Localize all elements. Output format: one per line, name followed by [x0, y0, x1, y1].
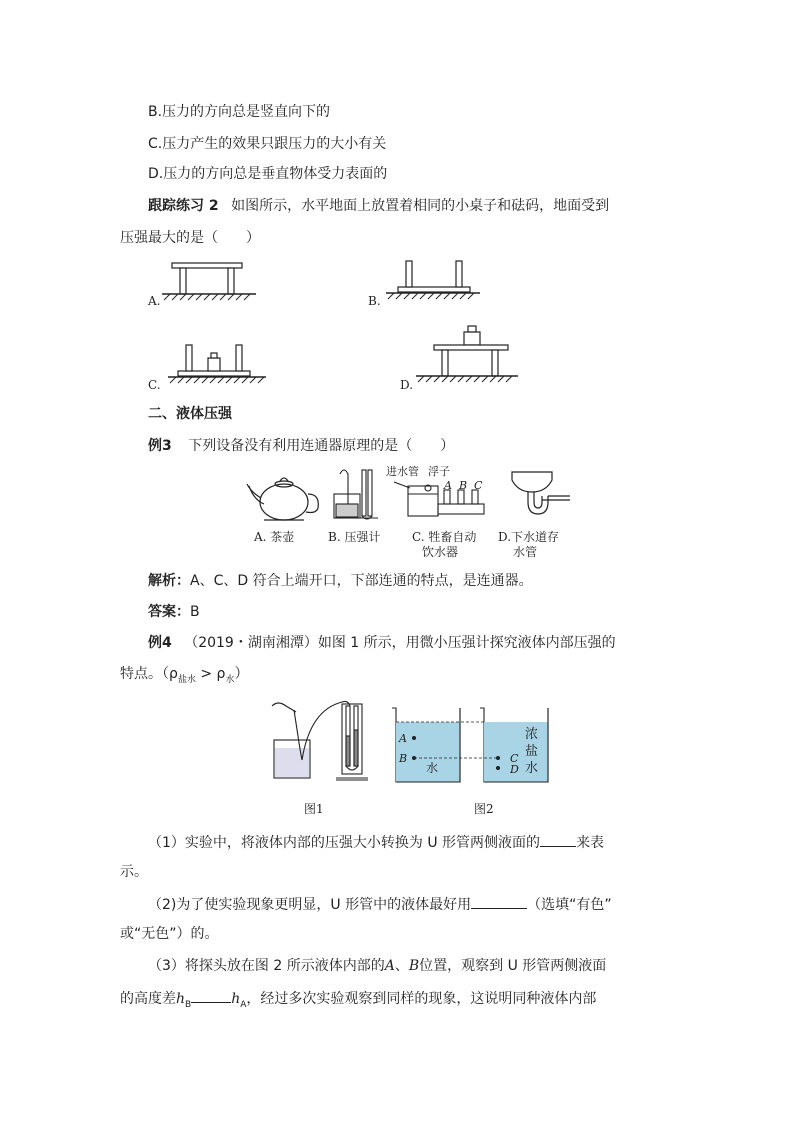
practice2-line2: 压强最大的是（ ）	[120, 230, 260, 246]
example4-text2c: ）	[234, 666, 249, 682]
option-c: C.压力产生的效果只跟压力的大小有关	[148, 136, 387, 152]
fig1-caption: 图1	[304, 802, 324, 816]
fig-b-label: B.	[368, 294, 381, 308]
q2-line1	[148, 894, 612, 915]
example4-text2b: > ρ	[195, 666, 226, 682]
analysis-text: A、C、D 符合上端开口，下部连通的特点，是连通器。	[190, 573, 533, 589]
q2-line2: 或“无色”）的。	[120, 926, 219, 942]
point-b-label: B	[459, 479, 468, 492]
point-a-label: A	[444, 479, 452, 492]
brine-label-3: 水	[525, 761, 539, 776]
example3-line	[148, 436, 454, 456]
answer-tag: 答案：	[148, 604, 190, 620]
q3-text-c: 的高度差	[120, 991, 176, 1007]
fig2-caption: 图2	[474, 802, 494, 816]
manometer-drawing	[334, 470, 378, 519]
example4-text2a: 特点。（ρ	[120, 666, 178, 682]
brine-label-1: 浓	[525, 727, 539, 742]
q3-answer-blank[interactable]	[191, 988, 231, 1003]
drinker-drawing	[394, 482, 484, 516]
option-b: B.压力的方向总是竖直向下的	[148, 104, 331, 120]
caption-c-line1: C. 牲畜自动	[412, 530, 477, 544]
q3-hb: h	[176, 991, 186, 1007]
inlet-label: 进水管	[386, 465, 419, 478]
beaker-point-d: D	[510, 763, 519, 776]
q3-text-d: ，经过多次实验观察到同样的现象，这说明同种液体内部	[246, 991, 597, 1007]
analysis-tag: 解析：	[148, 573, 190, 589]
beaker-point-b: B	[399, 752, 408, 765]
section2-title: 二、液体压强	[148, 406, 232, 422]
q1-text-a: （1）实验中，将液体内部的压强大小转换为 U 形管两侧液面的	[148, 835, 541, 851]
q3-ha: h	[231, 991, 241, 1007]
caption-c-line2: 饮水器	[422, 545, 459, 559]
beaker-point-a: A	[399, 732, 407, 745]
answer-line	[148, 602, 200, 622]
practice2-text1: 如图所示，水平地面上放置着相同的小桌子和砝码，地面受到	[231, 198, 610, 214]
q1-line2: 示。	[120, 864, 148, 880]
q1-answer-blank[interactable]	[540, 832, 576, 847]
caption-b: B. 压强计	[328, 530, 381, 544]
float-label: 浮子	[428, 465, 450, 478]
q3-point-b: B	[408, 958, 420, 974]
practice2-tag: 跟踪练习 2	[148, 198, 219, 214]
q1-text-b: 来表	[576, 835, 605, 851]
figure1-apparatus	[264, 696, 374, 786]
practice2-line1	[148, 196, 609, 216]
q3-line1	[148, 956, 606, 976]
table-figure-d	[412, 320, 522, 384]
fig-c-label: C.	[148, 378, 161, 392]
caption-d-line2: 水管	[513, 545, 538, 559]
fig-d-label: D.	[400, 378, 414, 392]
example3-tag: 例3	[148, 438, 172, 454]
q3-separator: 、	[394, 958, 409, 974]
rho-water-sub: 水	[225, 674, 235, 685]
table-figure-a	[160, 255, 260, 301]
q3-ha-sub: A	[240, 999, 247, 1010]
water-label: 水	[426, 761, 439, 775]
rho-brine-sub: 盐水	[177, 674, 196, 685]
brine-label-2: 盐	[525, 744, 539, 759]
q3-point-a: A	[384, 958, 395, 974]
teapot-drawing	[247, 478, 318, 520]
q3-text-a: （3）将探头放在图 2 所示液体内部的	[148, 958, 385, 974]
q3-line2	[120, 988, 596, 1015]
q1-line1	[148, 832, 604, 853]
q3-text-b: 位置，观察到 U 形管两侧液面	[419, 958, 607, 974]
table-figure-c	[166, 338, 270, 386]
table-figure-b	[382, 255, 482, 301]
caption-a: A. 茶壶	[254, 530, 295, 544]
fig-a-label: A.	[148, 294, 161, 308]
example4-line2	[120, 664, 248, 690]
example3-question: 下列设备没有利用连通器原理的是（ ）	[188, 438, 455, 454]
beaker-point-c: C	[510, 752, 519, 765]
analysis-line	[148, 571, 533, 591]
point-c-label: C	[474, 479, 483, 492]
q2-answer-blank[interactable]	[471, 894, 527, 909]
example4-text1: （2019・湖南湘潭）如图 1 所示，用微小压强计探究液体内部压强的	[184, 635, 616, 651]
q2-text-a: （2)为了使实验现象更明显，U 形管中的液体最好用	[148, 897, 472, 913]
drain-trap-drawing	[512, 472, 570, 514]
q3-hb-sub: B	[185, 999, 192, 1010]
q2-text-b: （选填“有色”	[527, 897, 612, 913]
option-d: D.压力的方向总是垂直物体受力表面的	[148, 166, 388, 182]
caption-d-line1: D.下水道存	[498, 530, 560, 544]
answer-text: B	[190, 604, 200, 620]
example4-line1	[148, 633, 616, 653]
example4-tag: 例4	[148, 635, 172, 651]
